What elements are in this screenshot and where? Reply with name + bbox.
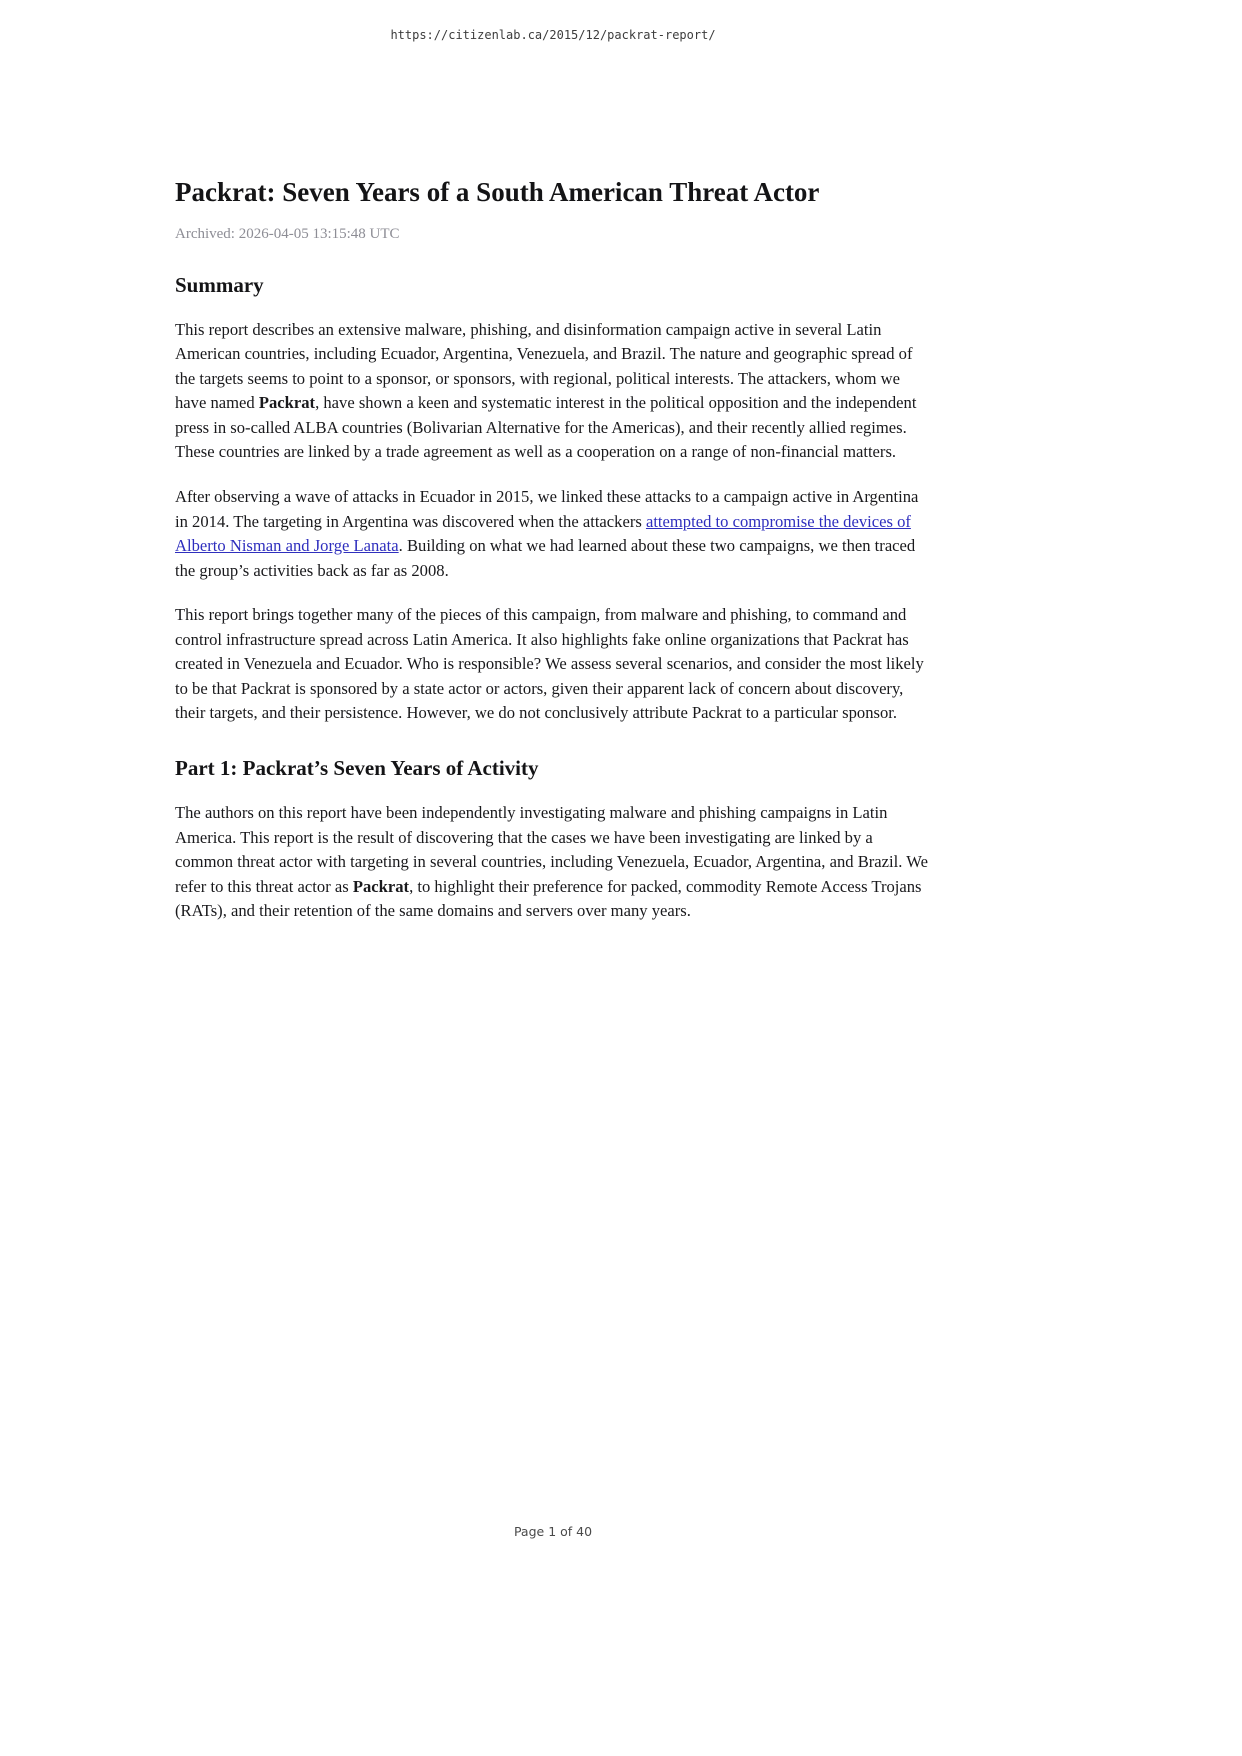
- text-run: . Building on what we had learned about these two campaigns, we then traced the group’s activities back as far as 2008.: [175, 536, 916, 580]
- inline-link[interactable]: attempted to compromise the devices of Alberto Nisman and Jorge Lanata: [175, 511, 911, 556]
- summary-paragraph-2: [175, 485, 931, 583]
- document-title: Packrat: Seven Years of a South American Threat Actor: [175, 177, 820, 207]
- text-run: The authors on this report have been independently investigating malware and phishing campaigns in Latin America. This report is the result of discovering that the cases we have been investigating are linked by a common threat actor with targeting in several countries, including Venezuela, Ecuador, Argentina, and Brazil. We refer to this threat actor as: [175, 802, 928, 896]
- section-heading-part1: Part 1: Packrat’s Seven Years of Activity: [175, 755, 539, 780]
- text-run: Packrat: [258, 393, 316, 413]
- text-run: Packrat: [352, 876, 410, 896]
- document-content: [175, 0, 931, 924]
- text-run: This report brings together many of the pieces of this campaign, from malware and phishing, to command and control infrastructure spread across Latin America. It also highlights fake online organizations that Packrat has created in Venezuela and Ecuador. Who is responsible? We assess several scenarios, and consider the most likely to be that Packrat is sponsored by a state actor or actors, given their apparent lack of concern about discovery, their targets, and their persistence. However, we do not conclusively attribute Packrat to a particular sponsor.: [175, 605, 924, 723]
- text-run: This report describes an extensive malware, phishing, and disinformation campaign active in several Latin American countries, including Ecuador, Argentina, Venezuela, and Brazil. The nature and geographic spread of the targets seems to point to a sponsor, or sponsors, with regional, political interests. The attackers, whom we have named: [175, 319, 913, 413]
- summary-paragraph-3: [175, 603, 931, 726]
- archived-timestamp: Archived: 2026-04-05 13:15:48 UTC: [175, 225, 400, 242]
- summary-paragraph-1: [175, 318, 931, 465]
- section-heading-summary: Summary: [175, 272, 264, 297]
- text-run: , have shown a keen and systematic interest in the political opposition and the independent press in so-called ALBA countries (Bolivarian Alternative for the Americas), and their recently allied regimes. These countries are linked by a trade agreement as well as a cooperation on a range of non-financial matters.: [175, 393, 917, 462]
- part1-paragraph-1: [175, 801, 931, 924]
- page-header-url: https://citizenlab.ca/2015/12/packrat-report/: [390, 28, 716, 42]
- text-run: After observing a wave of attacks in Ecuador in 2015, we linked these attacks to a campaign active in Argentina in 2014. The targeting in Argentina was discovered when the attackers: [175, 487, 919, 531]
- page-number: Page 1 of 40: [513, 1524, 593, 1539]
- text-run: , to highlight their preference for packed, commodity Remote Access Trojans (RATs), and their retention of the same domains and servers over many years.: [175, 876, 922, 921]
